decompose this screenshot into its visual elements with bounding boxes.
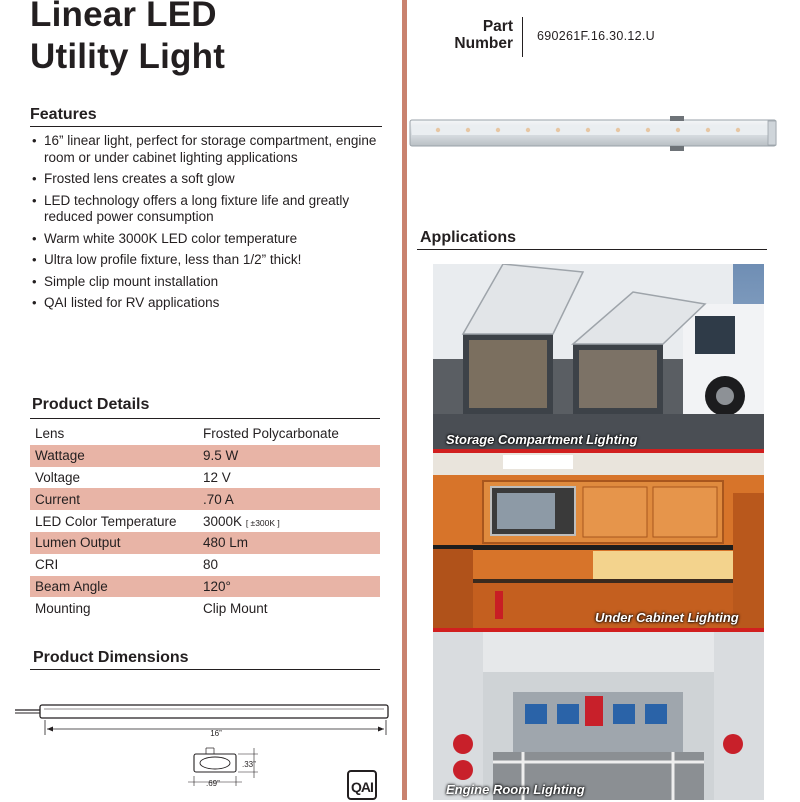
product-photo	[408, 113, 783, 155]
table-row	[30, 423, 380, 445]
row-value: 12 V	[203, 469, 231, 485]
dimensions-rule	[30, 669, 380, 670]
part-label-line-1: Part	[482, 18, 513, 35]
arrow-icon	[47, 727, 53, 732]
photo-caption: Engine Room Lighting	[446, 782, 585, 797]
height-label: .33”	[242, 760, 256, 769]
applications-heading: Applications	[420, 229, 517, 246]
table-row	[30, 576, 380, 598]
row-value: Frosted Polycarbonate	[203, 426, 339, 442]
product-title	[30, 0, 225, 78]
table-row	[30, 445, 380, 467]
row-value-main: 3000K	[203, 513, 243, 529]
fixture-clip	[670, 116, 684, 121]
dimensions-heading: Product Dimensions	[33, 649, 189, 666]
title-line-1: Linear LED	[30, 0, 217, 34]
lens-profile	[200, 757, 230, 769]
column-divider	[402, 0, 407, 800]
feature-item: • Ultra low profile fixture, less than 1/2” thick!	[30, 252, 385, 269]
applications-rule	[417, 249, 767, 250]
details-heading: Product Details	[32, 396, 150, 413]
row-label: Lumen Output	[30, 532, 198, 554]
length-label: 16”	[210, 729, 222, 738]
row-value	[198, 510, 380, 532]
fixture-clip	[670, 146, 684, 151]
row-value: 80	[203, 557, 219, 573]
part-number-value: 690261F.16.30.12.U	[537, 29, 655, 43]
row-label: Wattage	[30, 445, 198, 467]
application-photo-storage	[433, 264, 764, 450]
feature-item: • Frosted lens creates a soft glow	[30, 171, 385, 188]
dimension-drawing	[10, 690, 390, 790]
storage-compartment-image	[433, 264, 764, 450]
row-value: 9.5 W	[198, 445, 380, 467]
row-label: Current	[30, 488, 198, 510]
part-number-label	[440, 18, 513, 52]
row-value: .70 A	[198, 488, 380, 510]
part-number-separator	[522, 17, 523, 57]
table-row	[30, 510, 380, 532]
details-table	[30, 423, 380, 619]
row-value: 480 Lm	[198, 532, 380, 554]
feature-item: • Simple clip mount installation	[30, 274, 385, 291]
features-heading: Features	[30, 106, 97, 123]
row-label: Voltage	[35, 469, 81, 485]
table-row	[30, 467, 380, 489]
engine-room-image	[433, 632, 764, 800]
feature-item: • 16” linear light, perfect for storage compartment, engine room or under cabinet lighting applications	[30, 133, 385, 166]
row-label: Lens	[35, 426, 65, 442]
row-label: LED Color Temperature	[35, 513, 177, 529]
feature-item: • LED technology offers a long fixture life and greatly reduced power consumption	[30, 193, 385, 226]
title-line-2: Utility Light	[30, 37, 226, 76]
photo-caption: Storage Compartment Lighting	[446, 432, 638, 447]
application-photo-cabinet	[433, 453, 764, 628]
table-row	[30, 597, 380, 619]
part-label-line-2: Number	[454, 35, 513, 52]
table-row	[30, 488, 380, 510]
details-rule	[30, 418, 380, 419]
fixture-endcap	[768, 121, 776, 145]
table-row	[30, 554, 380, 576]
application-photo-engine	[433, 632, 764, 800]
row-value-tolerance: [ ±300K ]	[245, 517, 280, 528]
features-rule	[30, 126, 382, 127]
fixture-side-view	[40, 705, 388, 718]
qai-badge: QAI	[347, 770, 377, 800]
row-value: 120°	[198, 576, 380, 598]
width-label: .69”	[206, 779, 220, 788]
arrow-icon	[378, 727, 384, 732]
feature-item: • Warm white 3000K LED color temperature	[30, 231, 385, 248]
row-label: Beam Angle	[30, 576, 198, 598]
photo-caption: Under Cabinet Lighting	[595, 610, 739, 625]
row-label: Mounting	[35, 600, 91, 616]
features-list	[30, 133, 385, 317]
feature-item: • QAI listed for RV applications	[30, 295, 385, 312]
table-row	[30, 532, 380, 554]
row-value: Clip Mount	[203, 600, 268, 616]
under-cabinet-image	[433, 453, 764, 628]
row-label: CRI	[35, 557, 59, 573]
